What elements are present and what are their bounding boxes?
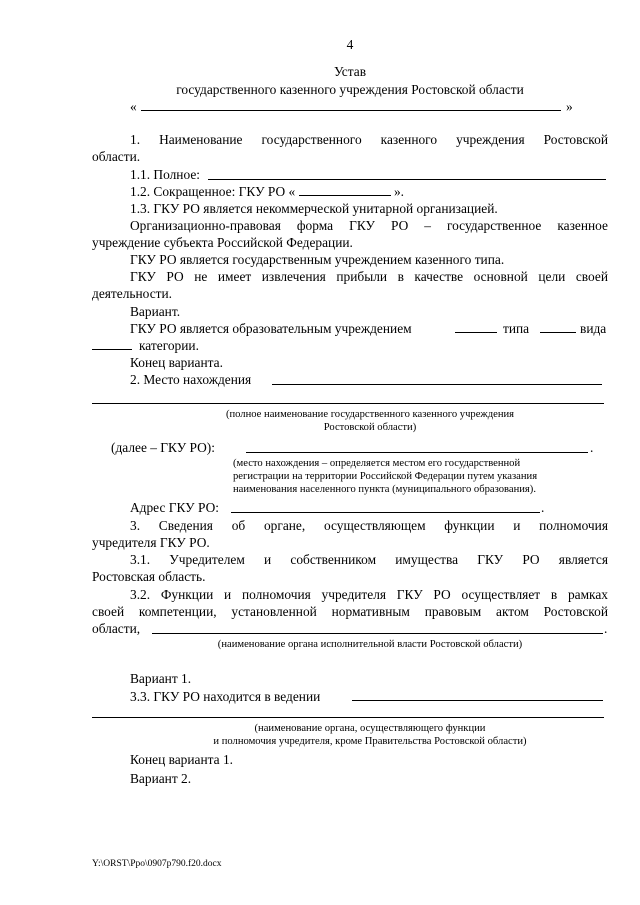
caption-location-1: (место нахождения – определяется местом его государственной [233,458,521,469]
edu-category-blank [92,349,132,350]
executive-organ-blank [152,633,603,634]
location-blank-1 [272,384,602,385]
address-blank [231,512,540,513]
section3-heading-1: 3. Сведения об органе, осуществляющем функции и полномочия [130,518,608,533]
item-3-2-line3: области, [92,621,141,636]
item-3-1-line2: Ростовская область. [92,569,206,584]
caption-location-2: регистрации на территории Российской Федерации путем указания [233,471,538,482]
jurisdiction-blank-2 [92,717,604,718]
profit-line2: деятельности. [92,286,173,301]
item-3-3: 3.3. ГКУ РО находится в ведении [130,689,321,704]
short-name-close: ». [393,184,404,199]
section1-heading-cont: области. [92,149,141,164]
item-1-3: 1.3. ГКУ РО является некоммерческой унитарной организацией. [130,201,498,216]
address-end: . [541,500,545,515]
location-label: 2. Место нахождения [130,372,252,387]
full-name-blank [208,179,606,180]
location-blank-2 [92,403,604,404]
address-label: Адрес ГКУ РО: [130,500,219,515]
short-name-label: 1.2. Сокращенное: ГКУ РО « [130,184,296,199]
variant-label: Вариант. [130,304,181,319]
document-title: Устав [333,64,367,79]
section3-heading-2: учредителя ГКУ РО. [92,535,210,550]
name-open-quote: « [130,99,137,114]
hereinafter-blank [246,452,588,453]
edu-category-label: категории. [139,338,199,353]
item-3-2-line1: 3.2. Функции и полномочия учредителя ГКУ РО осуществляет в рамках [130,587,608,602]
variant-1-end: Конец варианта 1. [130,752,233,767]
short-name-blank [299,184,391,196]
variant-end: Конец варианта. [130,355,223,370]
caption-full-name-1: (полное наименование государственного казенного учреждения [225,409,515,420]
edu-kind-blank [540,332,576,333]
hereinafter-label: (далее – ГКУ РО): [111,440,215,455]
variant-1: Вариант 1. [130,671,192,686]
short-name-row [130,184,404,200]
edu-part3: вида [580,321,607,336]
hereinafter-end: . [590,440,594,455]
jurisdiction-blank-1 [352,700,603,701]
section1-heading: 1. Наименование государственного казенного учреждения Ростовской [130,132,608,147]
caption-organ-1: (наименование органа, осуществляющего функции [254,723,486,734]
item-3-1-line1: 3.1. Учредителем и собственником имущества ГКУ РО является [130,552,608,567]
edu-type-blank [455,332,497,333]
caption-executive: (наименование органа исполнительной власти Ростовской области) [217,639,523,650]
caption-location-3: наименования населенного пункта (муниципального образования). [233,484,536,495]
edu-part1: ГКУ РО является образовательным учреждением [130,321,412,336]
file-path-footer: Y:\ORST\Ppo\0907p790.f20.docx [92,859,222,869]
legal-form-line2: учреждение субъекта Российской Федерации. [92,235,353,250]
variant-2: Вариант 2. [130,771,192,786]
institution-type-line: ГКУ РО является государственным учреждением казенного типа. [130,252,505,267]
item-3-2-line2: своей компетенции, установленной нормативным правовым актом Ростовской [92,604,608,619]
caption-full-name-2: Ростовской области) [323,422,417,433]
caption-organ-2: и полномочия учредителя, кроме Правительства Ростовской области) [213,736,527,747]
item-3-2-end: . [604,621,608,636]
page-number: 4 [346,37,354,52]
document-subtitle: государственного казенного учреждения Ростовской области [176,82,524,97]
edu-part2: типа [503,321,530,336]
profit-line1: ГКУ РО не имеет извлечения прибыли в качестве основной цели своей [130,269,608,284]
institution-name-blank [141,110,561,111]
full-name-label: 1.1. Полное: [130,167,200,182]
legal-form-line1: Организационно-правовая форма ГКУ РО – государственное казенное [130,218,608,233]
name-close-quote: » [566,99,573,114]
